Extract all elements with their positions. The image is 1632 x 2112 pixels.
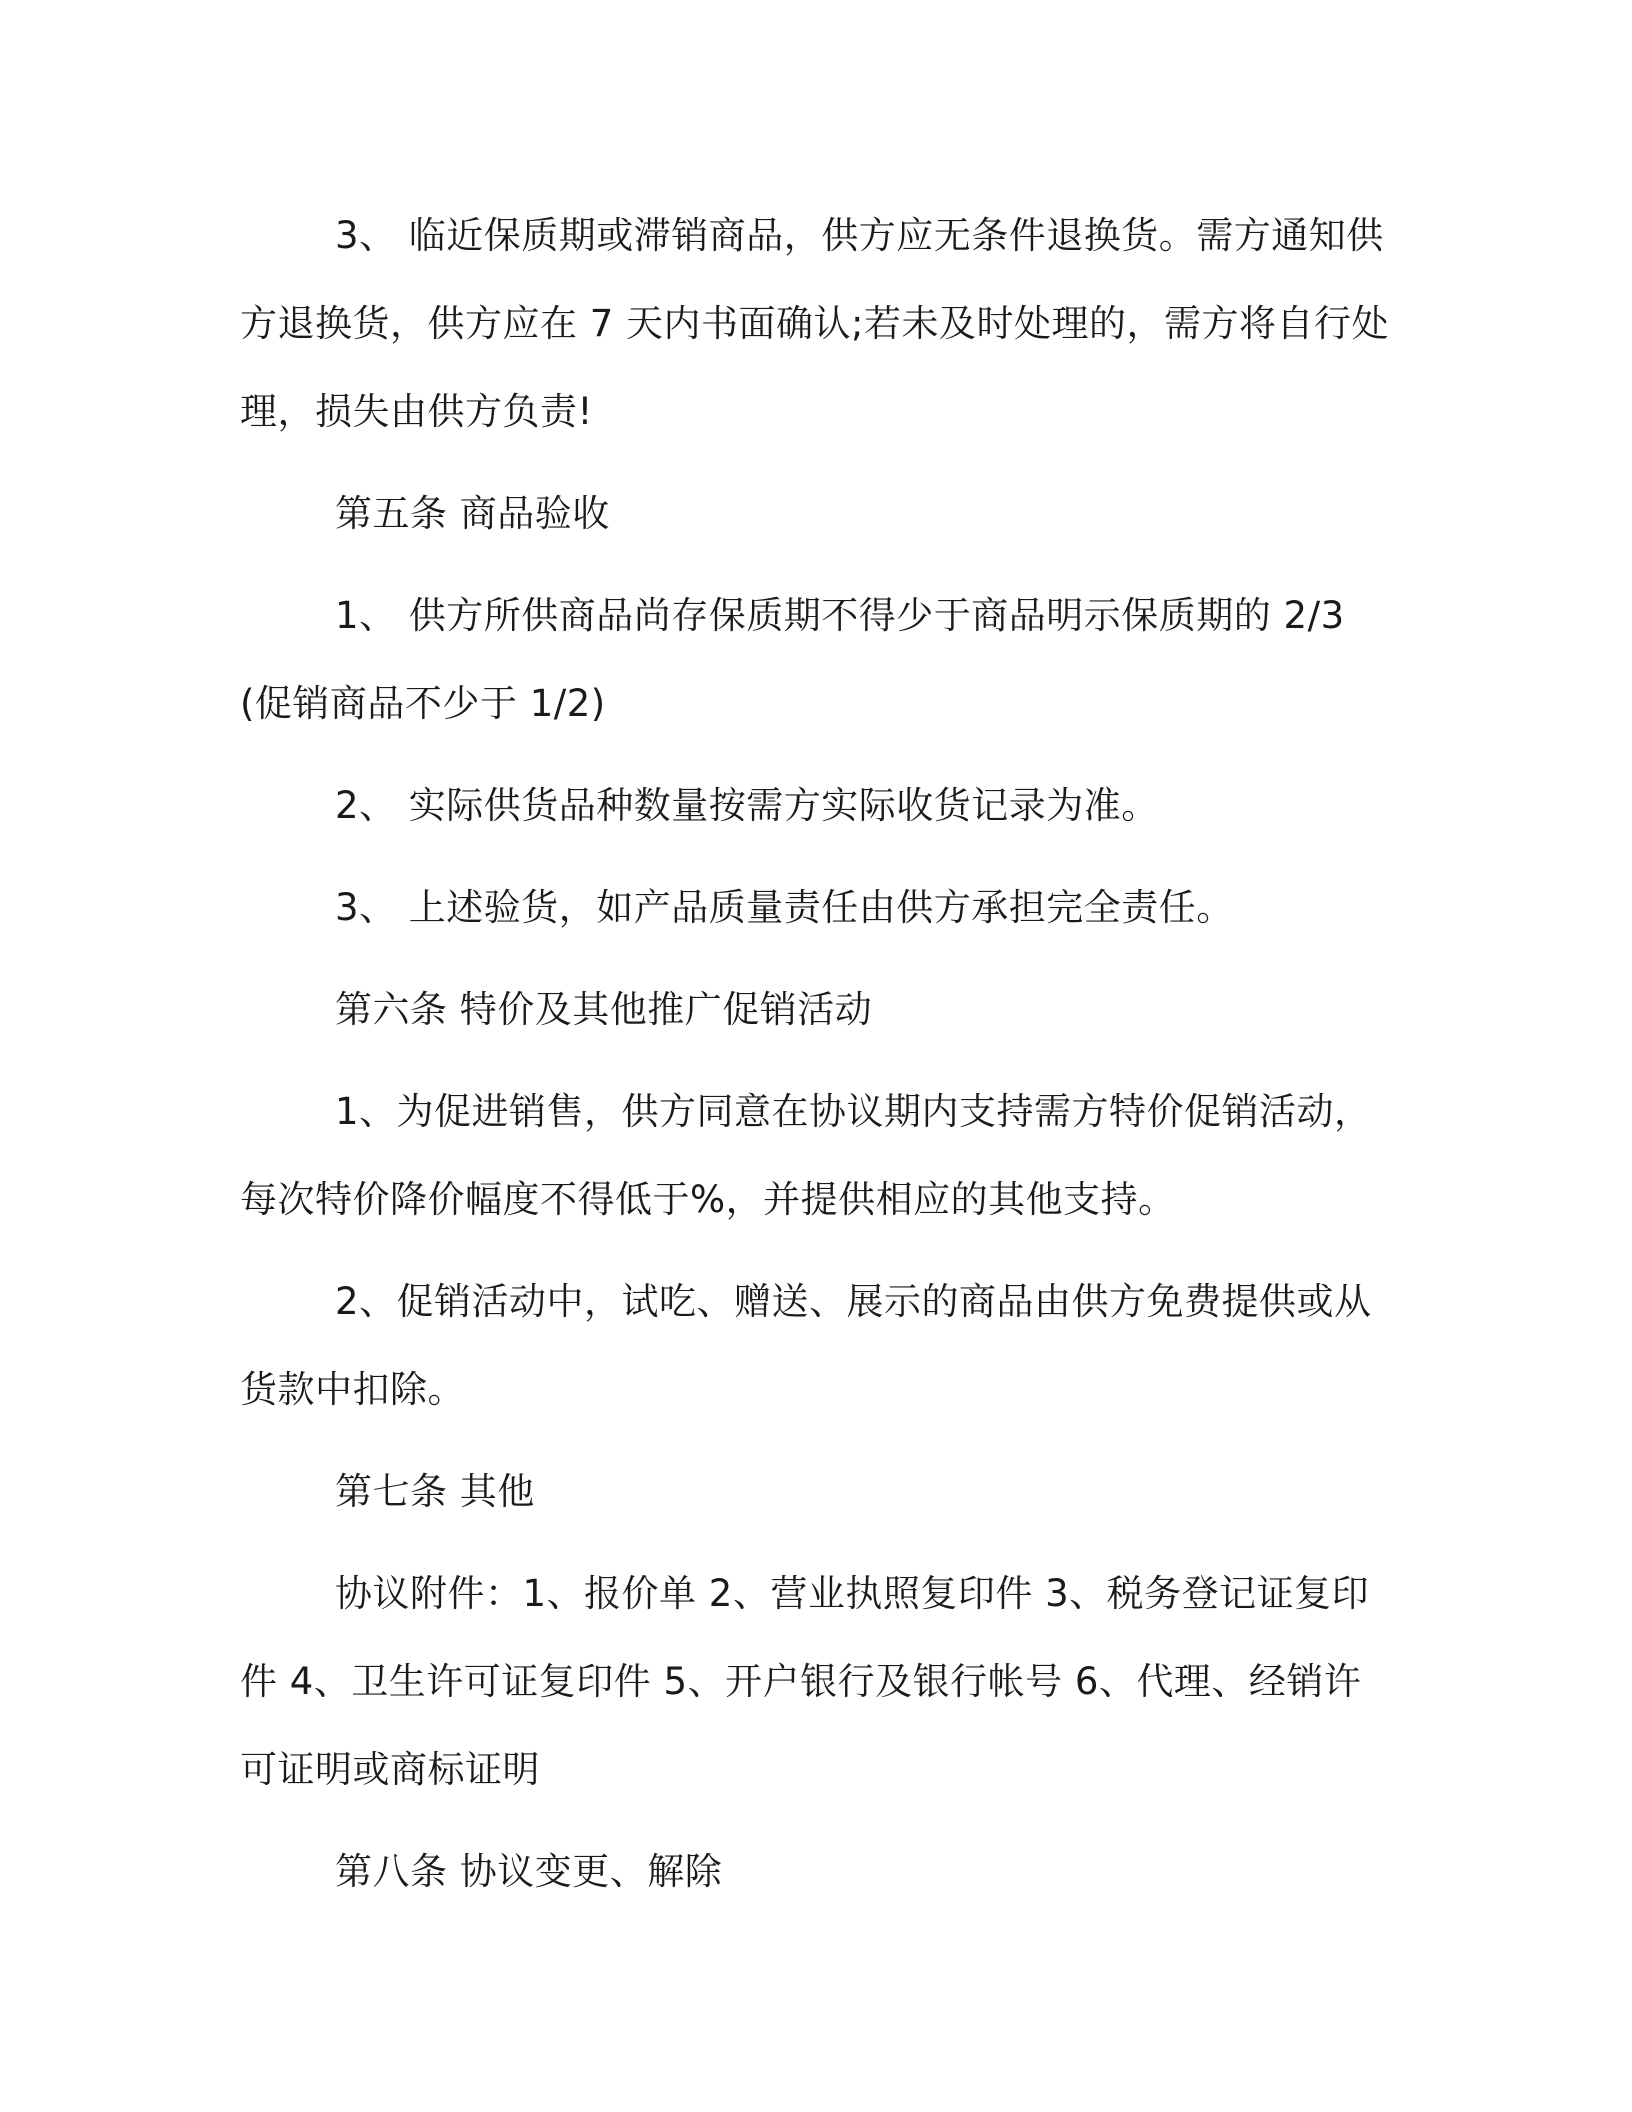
article-6-heading: 第六条 特价及其他推广促销活动 — [335, 988, 873, 1031]
article-7-heading: 第七条 其他 — [335, 1470, 535, 1513]
article-8-heading: 第八条 协议变更、解除 — [335, 1850, 723, 1893]
clause-5-item-1: 1、 供方所供商品尚存保质期不得少于商品明示保质期的 2/3(促销商品不少于 1/2) — [240, 594, 1345, 725]
agreement-attachments: 协议附件：1、报价单 2、营业执照复印件 3、税务登记证复印件 4、卫生许可证复印件 5、开户银行及银行帐号 6、代理、经销许可证明或商标证明 — [240, 1572, 1370, 1791]
clause-5-item-3: 3、 上述验货，如产品质量责任由供方承担完全责任。 — [335, 886, 1234, 929]
article-5-heading: 第五条 商品验收 — [335, 492, 610, 535]
clause-6-item-1: 1、为促进销售，供方同意在协议期内支持需方特价促销活动，每次特价降价幅度不得低于%，并提供相应的其他支持。 — [240, 1090, 1372, 1221]
clause-6-item-2: 2、促销活动中，试吃、赠送、展示的商品由供方免费提供或从货款中扣除。 — [240, 1280, 1372, 1411]
clause-4-item-3: 3、 临近保质期或滞销商品，供方应无条件退换货。需方通知供方退换货，供方应在 7 天内书面确认;若未及时处理的，需方将自行处理，损失由供方负责! — [240, 214, 1390, 433]
document-body — [240, 192, 1392, 1916]
clause-5-item-2: 2、 实际供货品种数量按需方实际收货记录为准。 — [335, 784, 1159, 827]
